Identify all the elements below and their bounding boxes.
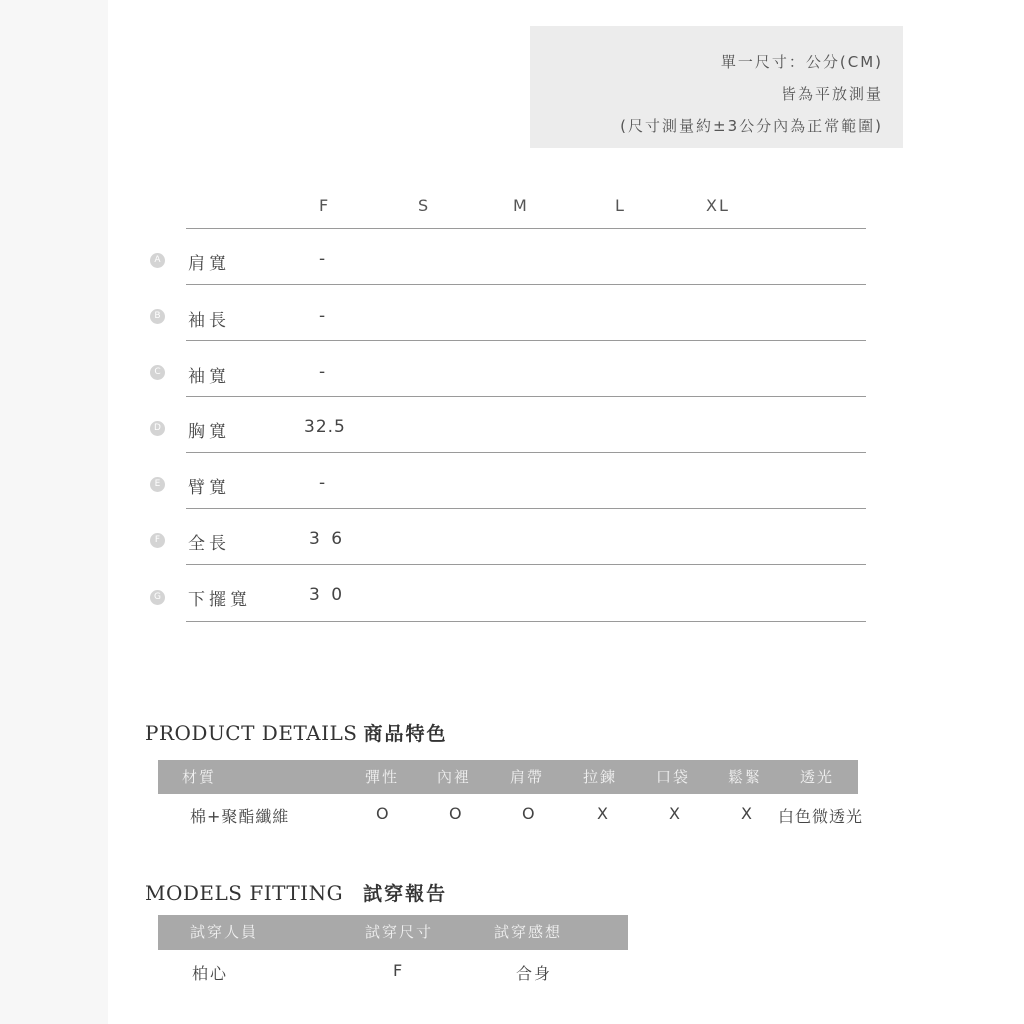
- models-fitting-title-en: MODELS FITTING: [145, 881, 344, 905]
- row-label-total-length: 全長: [188, 534, 230, 554]
- value-straps: O: [522, 804, 537, 823]
- measurement-note: [530, 26, 903, 148]
- row-badge-f: F: [150, 533, 165, 548]
- row-badge-b: B: [150, 309, 165, 324]
- value-elastic: X: [741, 804, 754, 823]
- row-badge-d: D: [150, 421, 165, 436]
- header-pocket: 口袋: [656, 768, 691, 786]
- value-elasticity: O: [376, 804, 391, 823]
- value-lining: O: [449, 804, 464, 823]
- size-table-divider: [186, 452, 866, 453]
- header-lining: 內裡: [437, 768, 472, 786]
- value-sheerness: 白色微透光: [778, 807, 864, 826]
- size-table-divider: [186, 564, 866, 565]
- header-straps: 肩帶: [510, 768, 545, 786]
- row-badge-e: E: [150, 477, 165, 492]
- value-model: 柏心: [192, 964, 229, 983]
- value-fit-feedback: 合身: [516, 964, 553, 983]
- value-pocket: X: [669, 804, 682, 823]
- value-material: 棉+聚酯纖維: [190, 807, 290, 826]
- size-header-xl: XL: [706, 196, 730, 215]
- size-table-divider: [186, 340, 866, 341]
- product-details-header-bar: [158, 760, 858, 794]
- size-table-divider: [186, 508, 866, 509]
- row-label-chest: 胸寬: [188, 422, 230, 442]
- header-fitted-size: 試穿尺寸: [365, 923, 434, 941]
- row-value-hem-width: 3 0: [309, 585, 346, 605]
- header-model: 試穿人員: [190, 923, 259, 941]
- row-badge-g: G: [150, 590, 165, 605]
- product-details-title-zh: 商品特色: [363, 723, 448, 745]
- value-fitted-size: F: [393, 961, 405, 980]
- row-value-chest: 32.5: [304, 417, 346, 437]
- row-value-sleeve-width: -: [319, 362, 327, 382]
- row-value-sleeve-length: -: [319, 306, 327, 326]
- size-header-f: F: [319, 196, 331, 215]
- row-label-sleeve-length: 袖長: [188, 311, 230, 331]
- header-sheerness: 透光: [800, 768, 835, 786]
- header-material: 材質: [182, 768, 217, 786]
- note-line-flat: 皆為平放測量: [780, 85, 883, 103]
- header-zipper: 拉鍊: [583, 768, 618, 786]
- size-header-l: L: [615, 196, 626, 215]
- models-fitting-header-bar: [158, 915, 628, 950]
- header-elasticity: 彈性: [365, 768, 400, 786]
- row-badge-a: A: [150, 253, 165, 268]
- size-header-m: M: [513, 196, 529, 215]
- size-header-s: S: [418, 196, 431, 215]
- row-label-sleeve-width: 袖寬: [188, 367, 230, 387]
- size-table-divider: [186, 228, 866, 229]
- note-line-tolerance: (尺寸測量約±3公分內為正常範圍): [620, 117, 883, 135]
- product-details-title-en: PRODUCT DETAILS: [145, 721, 358, 745]
- row-label-arm-width: 臂寬: [188, 478, 230, 498]
- row-value-total-length: 3 6: [309, 529, 346, 549]
- note-line-unit: 單一尺寸：公分(CM): [720, 53, 883, 71]
- header-fit-feedback: 試穿感想: [494, 923, 563, 941]
- row-label-hem-width: 下擺寬: [188, 590, 251, 610]
- models-fitting-title-zh: 試穿報告: [363, 883, 448, 905]
- size-table-divider: [186, 396, 866, 397]
- models-fitting-title: [145, 879, 447, 906]
- row-value-arm-width: -: [319, 473, 327, 493]
- row-label-shoulder: 肩寬: [188, 254, 230, 274]
- header-elastic: 鬆緊: [728, 768, 763, 786]
- page-background: [108, 0, 1024, 1024]
- row-value-shoulder: -: [319, 249, 327, 269]
- row-badge-c: C: [150, 365, 165, 380]
- size-table-divider: [186, 621, 866, 622]
- size-table-divider: [186, 284, 866, 285]
- value-zipper: X: [597, 804, 610, 823]
- product-details-title: [145, 719, 448, 746]
